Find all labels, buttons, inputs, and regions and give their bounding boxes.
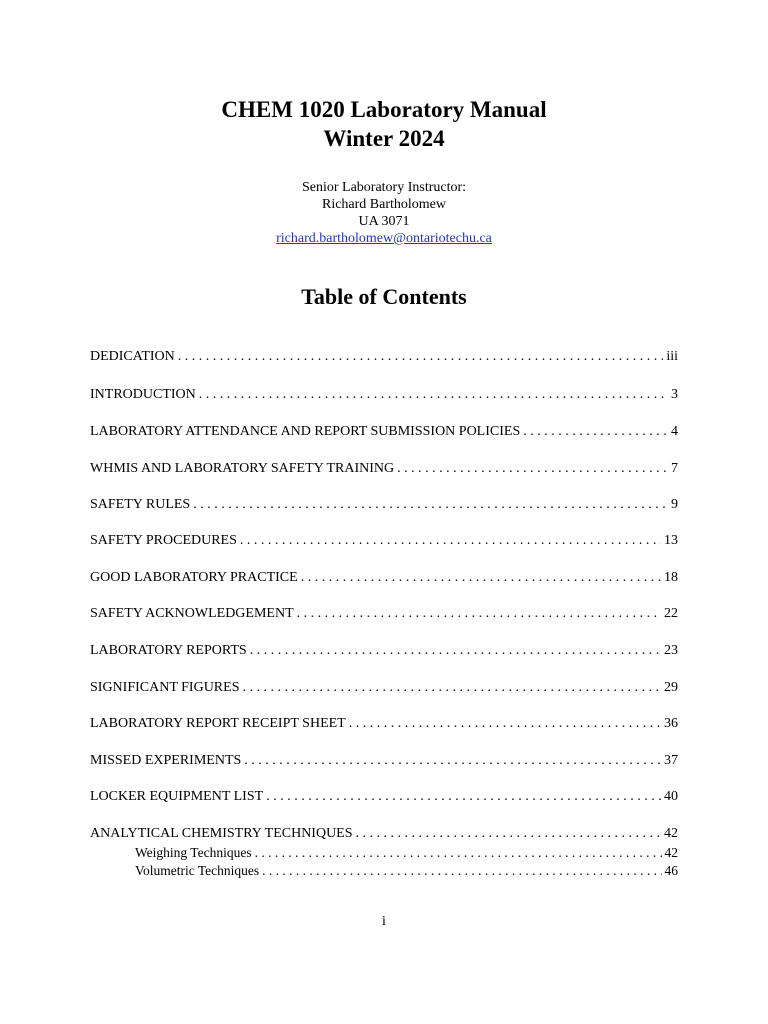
toc-entry-label: SAFETY RULES: [90, 497, 191, 512]
toc-entry-label: LOCKER EQUIPMENT LIST: [90, 789, 264, 804]
toc-leader-dots: [266, 788, 661, 806]
toc-heading: Table of Contents: [301, 284, 467, 309]
toc-entry[interactable]: [90, 788, 678, 806]
instructor-office: UA 3071: [358, 214, 410, 229]
toc-leader-dots: [255, 844, 662, 862]
toc-subentry-label: Weighing Techniques: [135, 845, 252, 860]
toc-entry-page: 7: [671, 461, 678, 476]
toc-entry-label: LABORATORY REPORT RECEIPT SHEET: [90, 716, 346, 731]
toc-leader-dots: [523, 423, 668, 441]
toc-leader-dots: [301, 569, 661, 587]
toc-leader-dots: [244, 752, 661, 770]
toc-entry-page: 22: [664, 606, 678, 621]
toc-leader-dots: [193, 496, 668, 514]
toc-subentry-page: 46: [664, 863, 678, 878]
toc-entry[interactable]: [90, 752, 678, 770]
toc-leader-dots: [240, 532, 661, 550]
toc-entry[interactable]: [90, 496, 678, 514]
toc-leader-dots: [250, 642, 661, 660]
manual-title: CHEM 1020 Laboratory Manual: [221, 97, 547, 122]
toc-entry-page: 29: [664, 680, 678, 695]
toc-entry-page: 23: [664, 643, 678, 658]
page-number: i: [382, 914, 386, 929]
toc-entry-label: LABORATORY REPORTS: [90, 643, 247, 658]
toc-entry-page: iii: [666, 349, 678, 364]
toc-entry-label: MISSED EXPERIMENTS: [90, 753, 242, 768]
toc-entry-label: SAFETY PROCEDURES: [90, 533, 237, 548]
toc-entry-label: SAFETY ACKNOWLEDGEMENT: [90, 606, 294, 621]
toc-entry[interactable]: [90, 569, 678, 587]
toc-subentry-page: 42: [664, 845, 678, 860]
toc-leader-dots: [349, 715, 661, 733]
instructor-email-link[interactable]: richard.bartholomew@ontariotechu.ca: [276, 231, 492, 246]
toc-subentry[interactable]: [135, 844, 678, 862]
toc-leader-dots: [262, 862, 661, 880]
toc-entry-label: GOOD LABORATORY PRACTICE: [90, 570, 298, 585]
toc-entry-page: 18: [664, 570, 678, 585]
toc-entry[interactable]: [90, 642, 678, 660]
instructor-block: [0, 179, 768, 247]
instructor-role: Senior Laboratory Instructor:: [301, 180, 467, 195]
instructor-name: Richard Bartholomew: [321, 197, 447, 212]
toc-entry-page: 40: [664, 789, 678, 804]
toc-entry[interactable]: [90, 715, 678, 733]
toc-entry-page: 9: [671, 497, 678, 512]
toc-entry-page: 13: [664, 533, 678, 548]
toc-entry-label: ANALYTICAL CHEMISTRY TECHNIQUES: [90, 826, 353, 841]
toc-entry-page: 36: [664, 716, 678, 731]
toc-entry[interactable]: [90, 679, 678, 697]
toc-leader-dots: [397, 460, 668, 478]
toc-subentry-label: Volumetric Techniques: [135, 863, 260, 878]
toc-subentry[interactable]: [135, 862, 678, 880]
toc-entry-page: 4: [671, 424, 678, 439]
toc-entry-label: LABORATORY ATTENDANCE AND REPORT SUBMISSION POLICIES: [90, 424, 521, 439]
toc-entry[interactable]: [90, 386, 678, 404]
toc-entry-page: 42: [664, 826, 678, 841]
toc-leader-dots: [178, 348, 664, 366]
toc-entry[interactable]: [90, 532, 678, 550]
toc-entry[interactable]: [90, 348, 678, 366]
manual-term: Winter 2024: [323, 126, 445, 151]
toc-entry-label: DEDICATION: [90, 349, 175, 364]
toc-entry[interactable]: [90, 825, 678, 843]
toc-entry-label: INTRODUCTION: [90, 387, 196, 402]
toc-entry[interactable]: [90, 460, 678, 478]
toc-entry[interactable]: [90, 605, 678, 623]
toc-entry-page: 3: [671, 387, 678, 402]
toc-entry-label: WHMIS AND LABORATORY SAFETY TRAINING: [90, 461, 395, 476]
toc-leader-dots: [242, 679, 661, 697]
toc-leader-dots: [356, 825, 661, 843]
toc-entry-label: SIGNIFICANT FIGURES: [90, 680, 240, 695]
toc-leader-dots: [297, 605, 661, 623]
toc-leader-dots: [199, 386, 668, 404]
toc-entry[interactable]: [90, 423, 678, 441]
toc-entry-page: 37: [664, 753, 678, 768]
